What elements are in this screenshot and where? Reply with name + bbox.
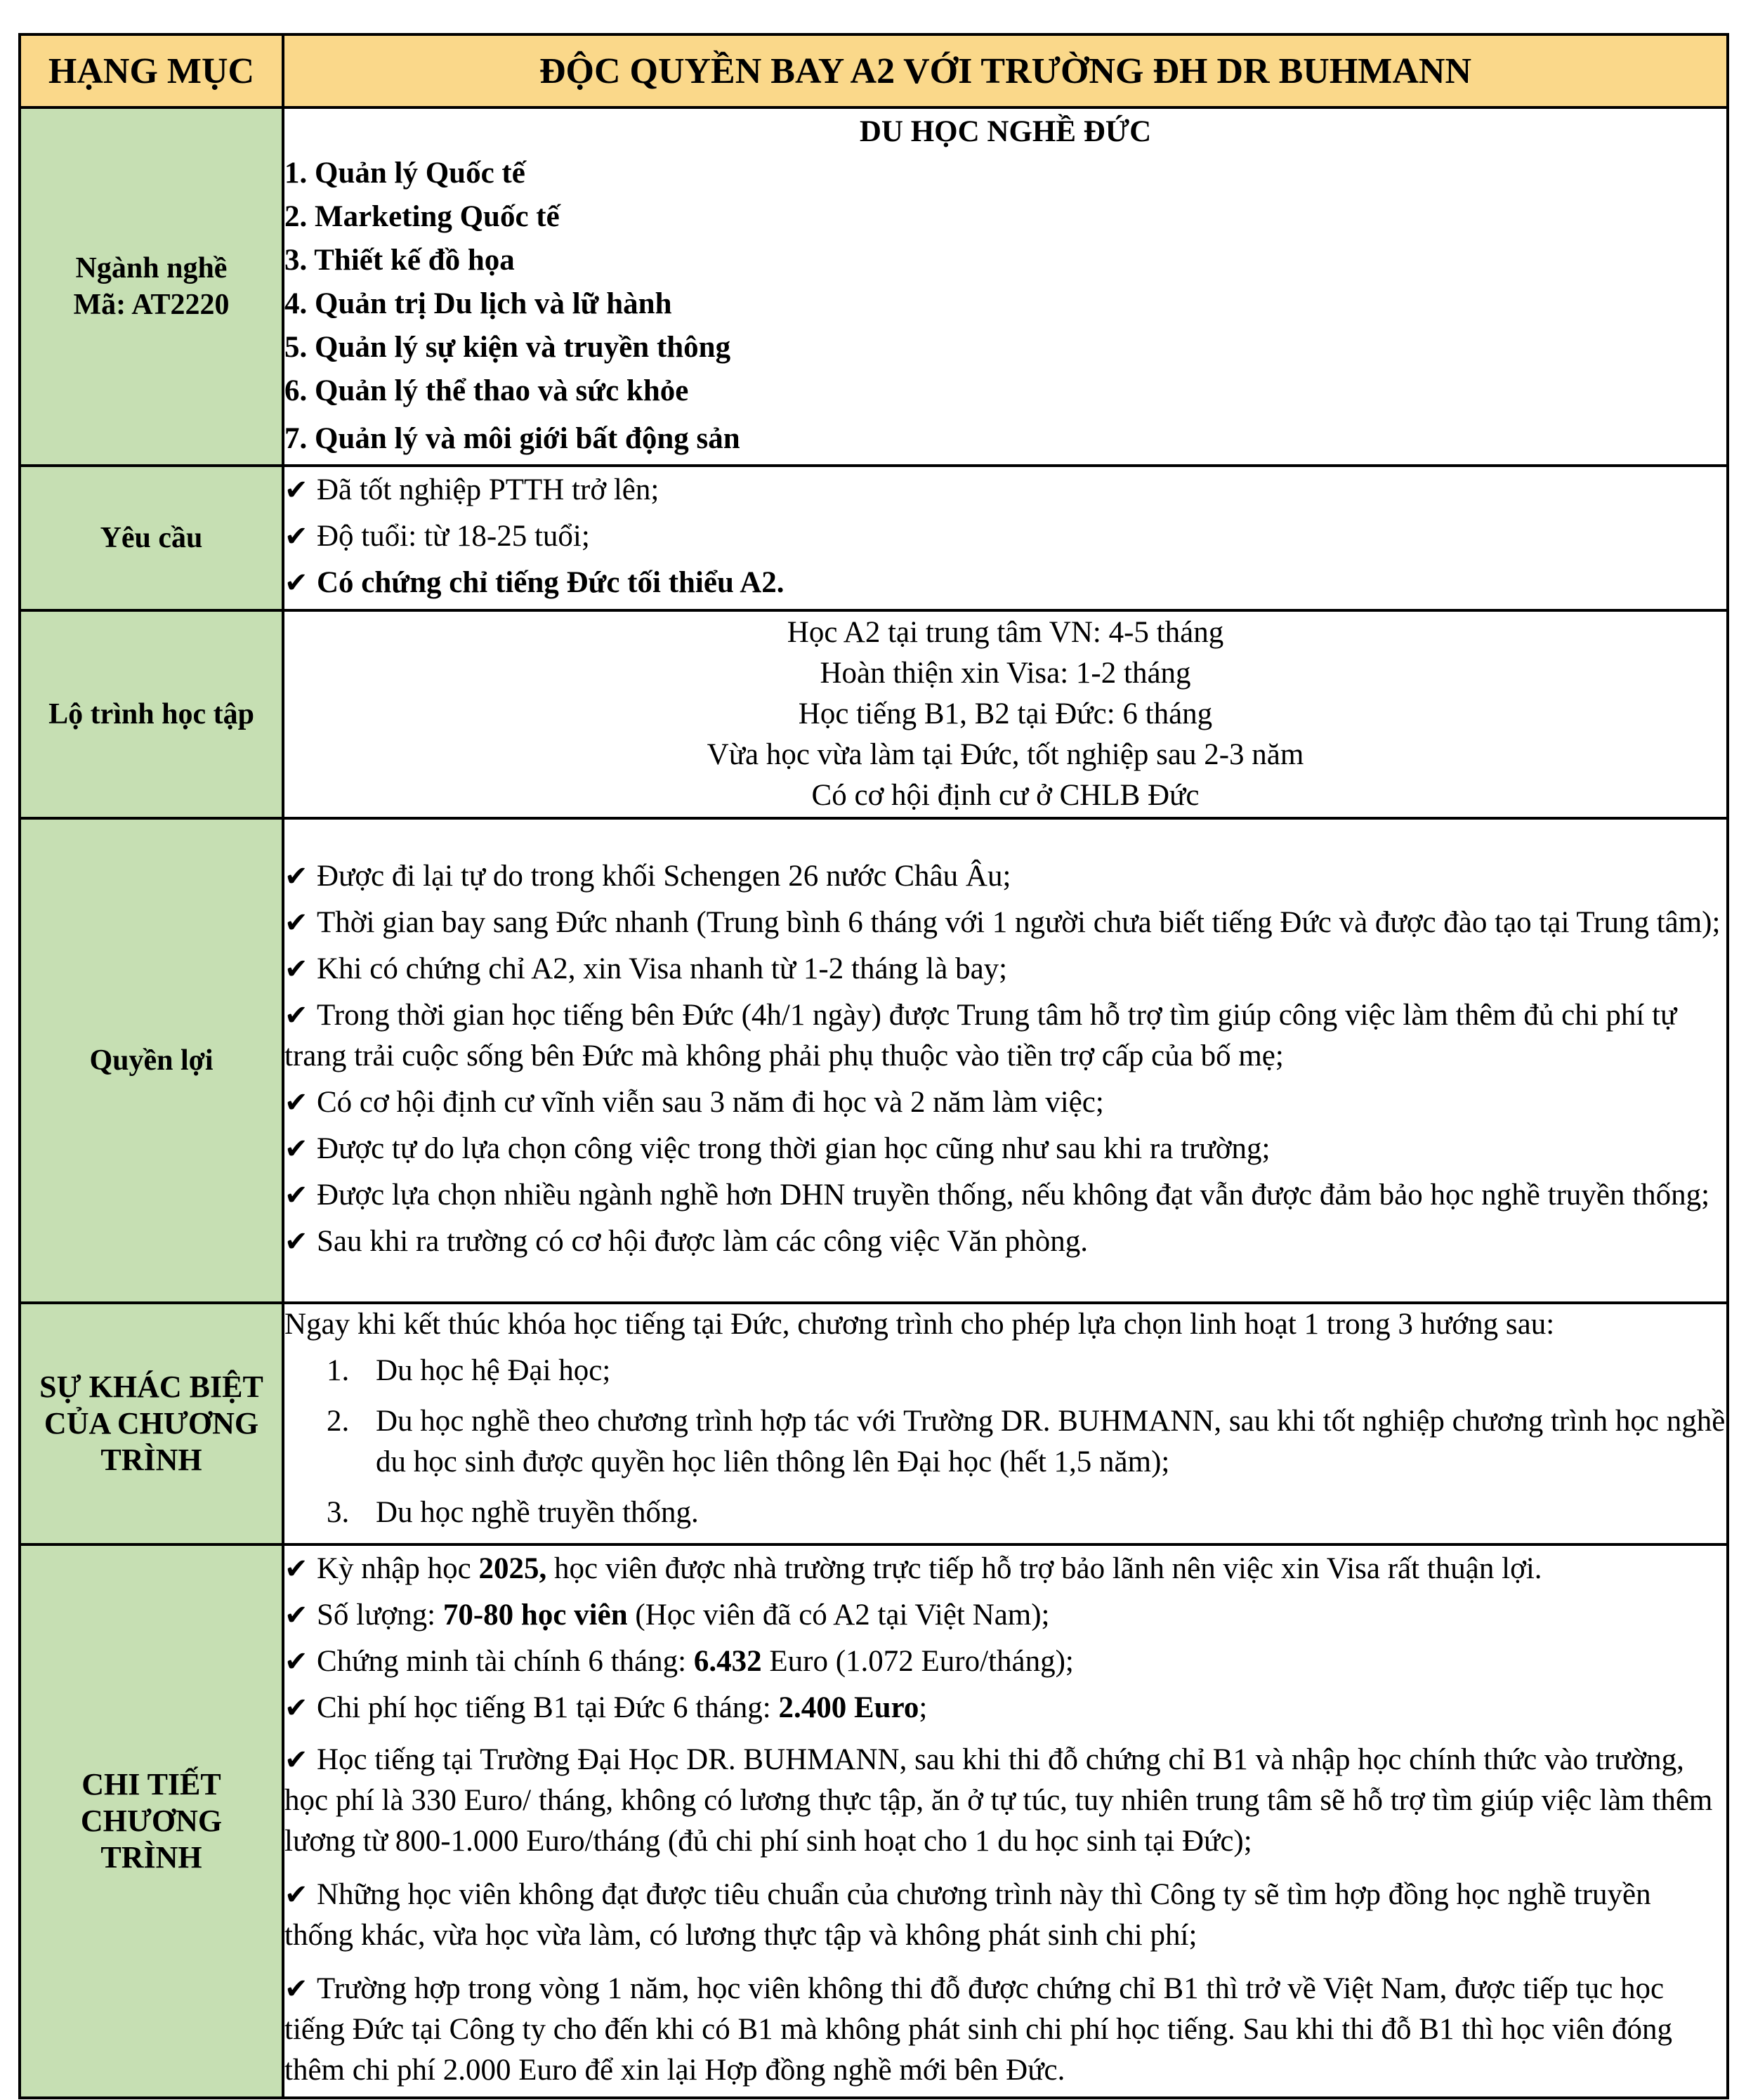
check-icon: ✔ [284, 1692, 308, 1724]
difference-content [283, 1303, 1728, 1544]
majors-label-line1: Ngành nghề [75, 252, 228, 284]
benefit-item: ✔ Có cơ hội định cư vĩnh viễn sau 3 năm đi học và 2 năm làm việc; [284, 1082, 1726, 1123]
check-icon: ✔ [284, 1973, 308, 2005]
difference-item: 3. Du học nghề truyền thống. [327, 1496, 699, 1529]
detail-item: ✔ Trường hợp trong vòng 1 năm, học viên không thi đỗ được chứng chỉ B1 thì trở về Việt Nam, được tiếp tục học tiếng Đức tại Công ty cho đến khi có B1 mà không phát sinh chi phí học tiếng. Sau khi thi đỗ B1 thì học viên đóng thêm chi phí 2.000 Euro để xin lại Hợp đồng nghề mới bên Đức. [284, 1969, 1726, 2091]
benefits-content [283, 818, 1728, 1303]
detail-item: ✔ Chi phí học tiếng B1 tại Đức 6 tháng: 2.400 Euro; [284, 1688, 1726, 1728]
roadmap-item: Học A2 tại trung tâm VN: 4-5 tháng [787, 616, 1224, 649]
difference-row [20, 1303, 1728, 1544]
major-item: 2. Marketing Quốc tế [284, 200, 560, 233]
check-icon: ✔ [284, 1226, 308, 1258]
check-icon: ✔ [284, 567, 308, 599]
requirement-item: ✔ Đã tốt nghiệp PTTH trở lên; [284, 470, 1726, 511]
major-item: 5. Quản lý sự kiện và truyền thông [284, 331, 731, 364]
benefit-item: ✔ Khi có chứng chỉ A2, xin Visa nhanh từ 1-2 tháng là bay; [284, 949, 1726, 990]
detail-item: ✔ Những học viên không đạt được tiêu chuẩn của chương trình này thì Công ty sẽ tìm hợp đồng học nghề truyền thống khác, vừa học vừa làm, có lương thực tập và không phát sinh chi phí; [284, 1875, 1726, 1956]
check-icon: ✔ [284, 520, 308, 553]
requirement-item: ✔ Độ tuổi: từ 18-25 tuổi; [284, 516, 1726, 557]
benefit-item: ✔ Được đi lại tự do trong khối Schengen 26 nước Châu Âu; [284, 856, 1726, 897]
major-item: 3. Thiết kế đồ họa [284, 244, 515, 277]
check-icon: ✔ [284, 907, 308, 939]
detail-item: ✔ Số lượng: 70-80 học viên (Học viên đã có A2 tại Việt Nam); [284, 1595, 1726, 1636]
benefit-item: ✔ Sau khi ra trường có cơ hội được làm các công việc Văn phòng. [284, 1221, 1726, 1262]
major-item: 6. Quản lý thể thao và sức khỏe [284, 374, 689, 407]
check-icon: ✔ [284, 1087, 308, 1119]
majors-title: DU HỌC NGHỀ ĐỨC [859, 115, 1152, 148]
roadmap-item: Vừa học vừa làm tại Đức, tốt nghiệp sau 2-3 năm [707, 738, 1304, 771]
header-category: HẠNG MỤC [20, 34, 283, 107]
header-program-title: ĐỘC QUYỀN BAY A2 VỚI TRƯỜNG ĐH DR BUHMANN [283, 34, 1728, 107]
difference-label-line3: TRÌNH [100, 1443, 202, 1477]
details-label-line2: CHƯƠNG [80, 1804, 223, 1838]
difference-item: 1. Du học hệ Đại học; [327, 1354, 611, 1387]
difference-label [20, 1303, 283, 1544]
requirements-content [283, 466, 1728, 610]
benefit-item: ✔ Được tự do lựa chọn công việc trong thời gian học cũng như sau khi ra trường; [284, 1129, 1726, 1169]
difference-label-line1: SỰ KHÁC BIỆT [39, 1370, 263, 1404]
check-icon: ✔ [284, 1553, 308, 1585]
requirements-label: Yêu cầu [20, 466, 283, 610]
majors-label [20, 107, 283, 466]
roadmap-content [283, 610, 1728, 818]
details-label [20, 1544, 283, 2098]
difference-item: 2. Du học nghề theo chương trình hợp tác với Trường DR. BUHMANN, sau khi tốt nghiệp chương trình học nghề du học sinh được quyền học liên thông lên Đại học (hết 1,5 năm); [327, 1405, 1726, 1478]
benefits-label: Quyền lợi [20, 818, 283, 1303]
check-icon: ✔ [284, 860, 308, 893]
roadmap-item: Có cơ hội định cư ở CHLB Đức [811, 779, 1200, 812]
detail-item: ✔ Chứng minh tài chính 6 tháng: 6.432 Euro (1.072 Euro/tháng); [284, 1641, 1726, 1682]
details-label-line1: CHI TIẾT [81, 1767, 221, 1802]
check-icon: ✔ [284, 474, 308, 506]
benefit-item: ✔ Trong thời gian học tiếng bên Đức (4h/1 ngày) được Trung tâm hỗ trợ tìm giúp công việc làm thêm đủ chi phí tự trang trải cuộc sống bên Đức mà không phải phụ thuộc vào tiền trợ cấp của bố mẹ; [284, 995, 1726, 1077]
details-label-line3: TRÌNH [100, 1840, 202, 1875]
program-table [18, 33, 1729, 2099]
roadmap-label: Lộ trình học tập [20, 610, 283, 818]
details-content [283, 1544, 1728, 2098]
majors-content [283, 107, 1728, 466]
major-item: 7. Quản lý và môi giới bất động sản [284, 422, 740, 455]
major-item: 1. Quản lý Quốc tế [284, 157, 525, 190]
roadmap-item: Học tiếng B1, B2 tại Đức: 6 tháng [798, 697, 1213, 730]
difference-label-line2: CỦA CHƯƠNG [44, 1406, 259, 1441]
majors-row [20, 107, 1728, 466]
benefit-item: ✔ Thời gian bay sang Đức nhanh (Trung bình 6 tháng với 1 người chưa biết tiếng Đức và được đào tạo tại Trung tâm); [284, 903, 1726, 943]
check-icon: ✔ [284, 1646, 308, 1678]
difference-intro: Ngay khi kết thúc khóa học tiếng tại Đức, chương trình cho phép lựa chọn linh hoạt 1 trong 3 hướng sau: [284, 1308, 1555, 1341]
check-icon: ✔ [284, 1599, 308, 1632]
details-row [20, 1544, 1728, 2098]
roadmap-item: Hoàn thiện xin Visa: 1-2 tháng [820, 657, 1191, 690]
check-icon: ✔ [284, 1179, 308, 1212]
detail-item: ✔ Kỳ nhập học 2025, học viên được nhà trường trực tiếp hỗ trợ bảo lãnh nên việc xin Visa rất thuận lợi. [284, 1549, 1726, 1589]
header-row [20, 34, 1728, 107]
roadmap-row [20, 610, 1728, 818]
majors-label-line2: Mã: AT2220 [73, 289, 230, 321]
major-item: 4. Quản trị Du lịch và lữ hành [284, 287, 672, 320]
detail-item: ✔ Học tiếng tại Trường Đại Học DR. BUHMANN, sau khi thi đỗ chứng chỉ B1 và nhập học chính thức vào trường, học phí là 330 Euro/ tháng, không có lương thực tập, ăn ở tự túc, tuy nhiên trung tâm sẽ hỗ trợ tìm giúp việc làm thêm lương từ 800-1.000 Euro/tháng (đủ chi phí sinh hoạt cho 1 du học sinh tại Đức); [284, 1740, 1726, 1862]
check-icon: ✔ [284, 953, 308, 985]
check-icon: ✔ [284, 1879, 308, 1911]
benefit-item: ✔ Được lựa chọn nhiều ngành nghề hơn DHN truyền thống, nếu không đạt vẫn được đảm bảo học nghề truyền thống; [284, 1175, 1726, 1216]
benefits-row [20, 818, 1728, 1303]
check-icon: ✔ [284, 999, 308, 1032]
check-icon: ✔ [284, 1744, 308, 1776]
requirement-item: ✔ Có chứng chỉ tiếng Đức tối thiểu A2. [284, 563, 1726, 603]
requirements-row [20, 466, 1728, 610]
check-icon: ✔ [284, 1133, 308, 1165]
